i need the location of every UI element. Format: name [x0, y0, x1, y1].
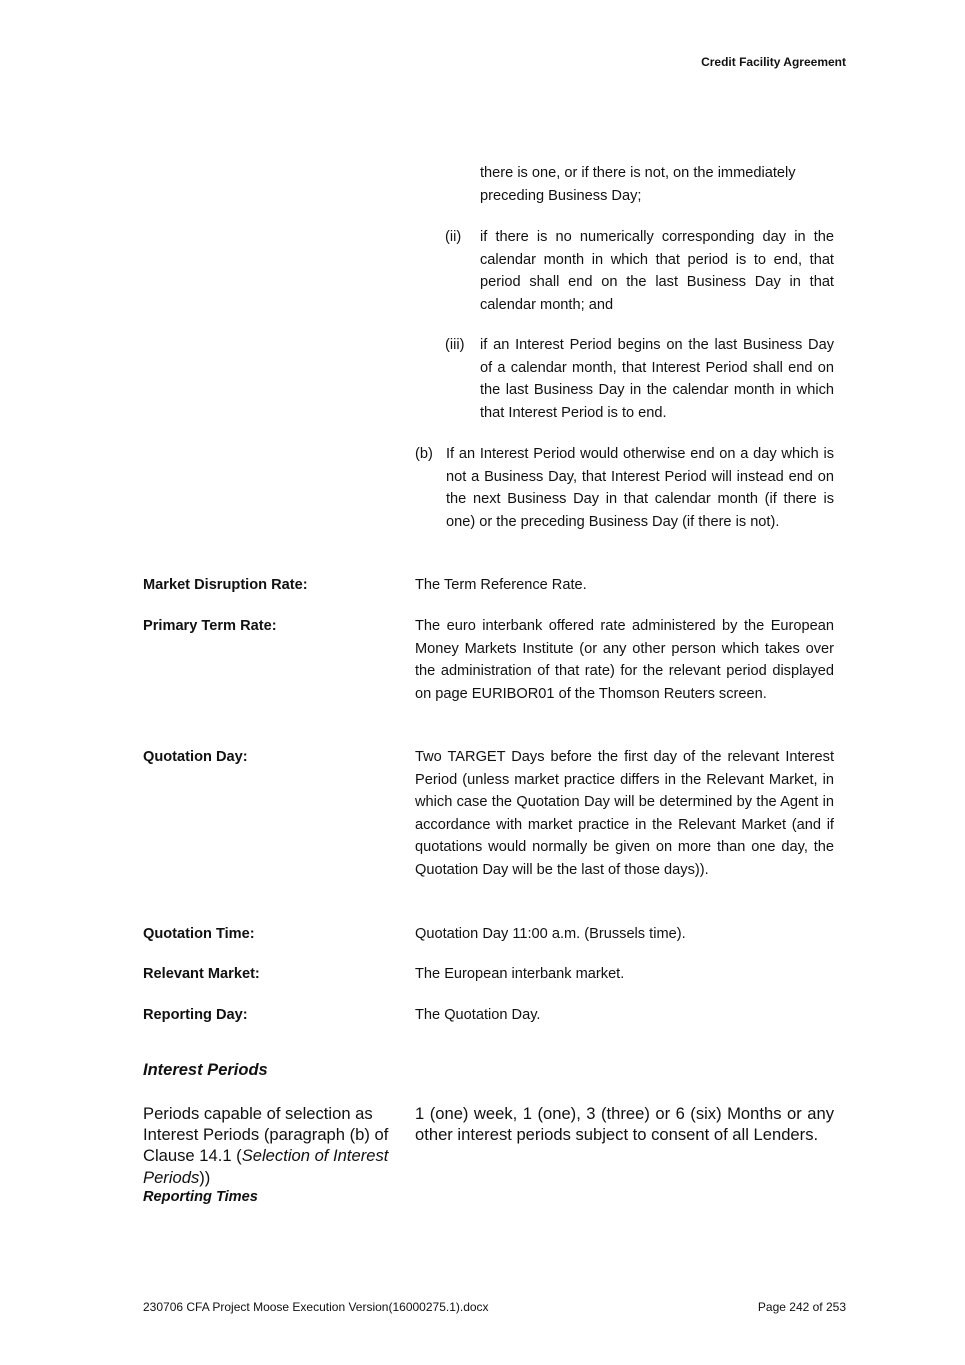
definition-text: The euro interbank offered rate administered by the European Money Markets Institute (or any other person which takes over the administration of that rate) for the relevant period displayed on page EURIBOR01 of the Thomson Reuters screen. [415, 618, 834, 702]
reporting-times-heading: Reporting Times [143, 1189, 258, 1205]
definition-term: Primary Term Rate: [143, 618, 277, 634]
item-b-number: (b) [415, 446, 433, 462]
sub-item-text: if an Interest Period begins on the last Business Day of a calendar month, that Interest Period shall end on the last Business Day in the calendar month in which that Interest Period is to end. [480, 337, 834, 421]
item-b-text: If an Interest Period would otherwise end on a day which is not a Business Day, that Interest Period will instead end on the next Business Day in that calendar month (if there is one) or the preceding Business Day (if there is not). [446, 446, 834, 530]
interest-periods-heading: Interest Periods [143, 1061, 268, 1079]
definition-term: Reporting Day: [143, 1007, 248, 1023]
running-header: Credit Facility Agreement [701, 55, 846, 69]
sub-item-number: (iii) [445, 337, 465, 353]
definition-term: Market Disruption Rate: [143, 577, 308, 593]
interest-periods-label: Periods capable of selection as Interest Periods (paragraph (b) of Clause 14.1 (Selection of Interest Periods)) [143, 1104, 389, 1187]
footer-page-number: Page 242 of 253 [757, 1300, 846, 1314]
sub-item-text: if there is no numerically corresponding day in the calendar month in which that period is to end, that period shall end on the last Business Day in that calendar month; and [480, 229, 834, 313]
definition-text: Two TARGET Days before the first day of the relevant Interest Period (unless market practice differs in the Relevant Market, in which case the Quotation Day will be determined by the Agent in accordance with market practice in the Relevant Market (and if quotations would normally be given on more than one day, the Quotation Day will be the last of those days)). [415, 749, 834, 878]
definition-text: The European interbank market. [415, 966, 625, 982]
sub-item-number: (ii) [445, 229, 462, 245]
footer-document-name: 230706 CFA Project Moose Execution Version(16000275.1).docx [143, 1300, 489, 1314]
definition-term: Quotation Day: [143, 749, 248, 765]
interest-periods-value: 1 (one) week, 1 (one), 3 (three) or 6 (six) Months or any other interest periods subject to consent of all Lenders. [415, 1104, 834, 1145]
definition-text: Quotation Day 11:00 a.m. (Brussels time). [415, 926, 686, 942]
definition-text: The Term Reference Rate. [415, 577, 587, 593]
definition-term: Quotation Time: [143, 926, 255, 942]
definition-term: Relevant Market: [143, 966, 260, 982]
definition-text: The Quotation Day. [415, 1007, 541, 1023]
continuation-text: there is one, or if there is not, on the immediately preceding Business Day; [480, 165, 796, 204]
